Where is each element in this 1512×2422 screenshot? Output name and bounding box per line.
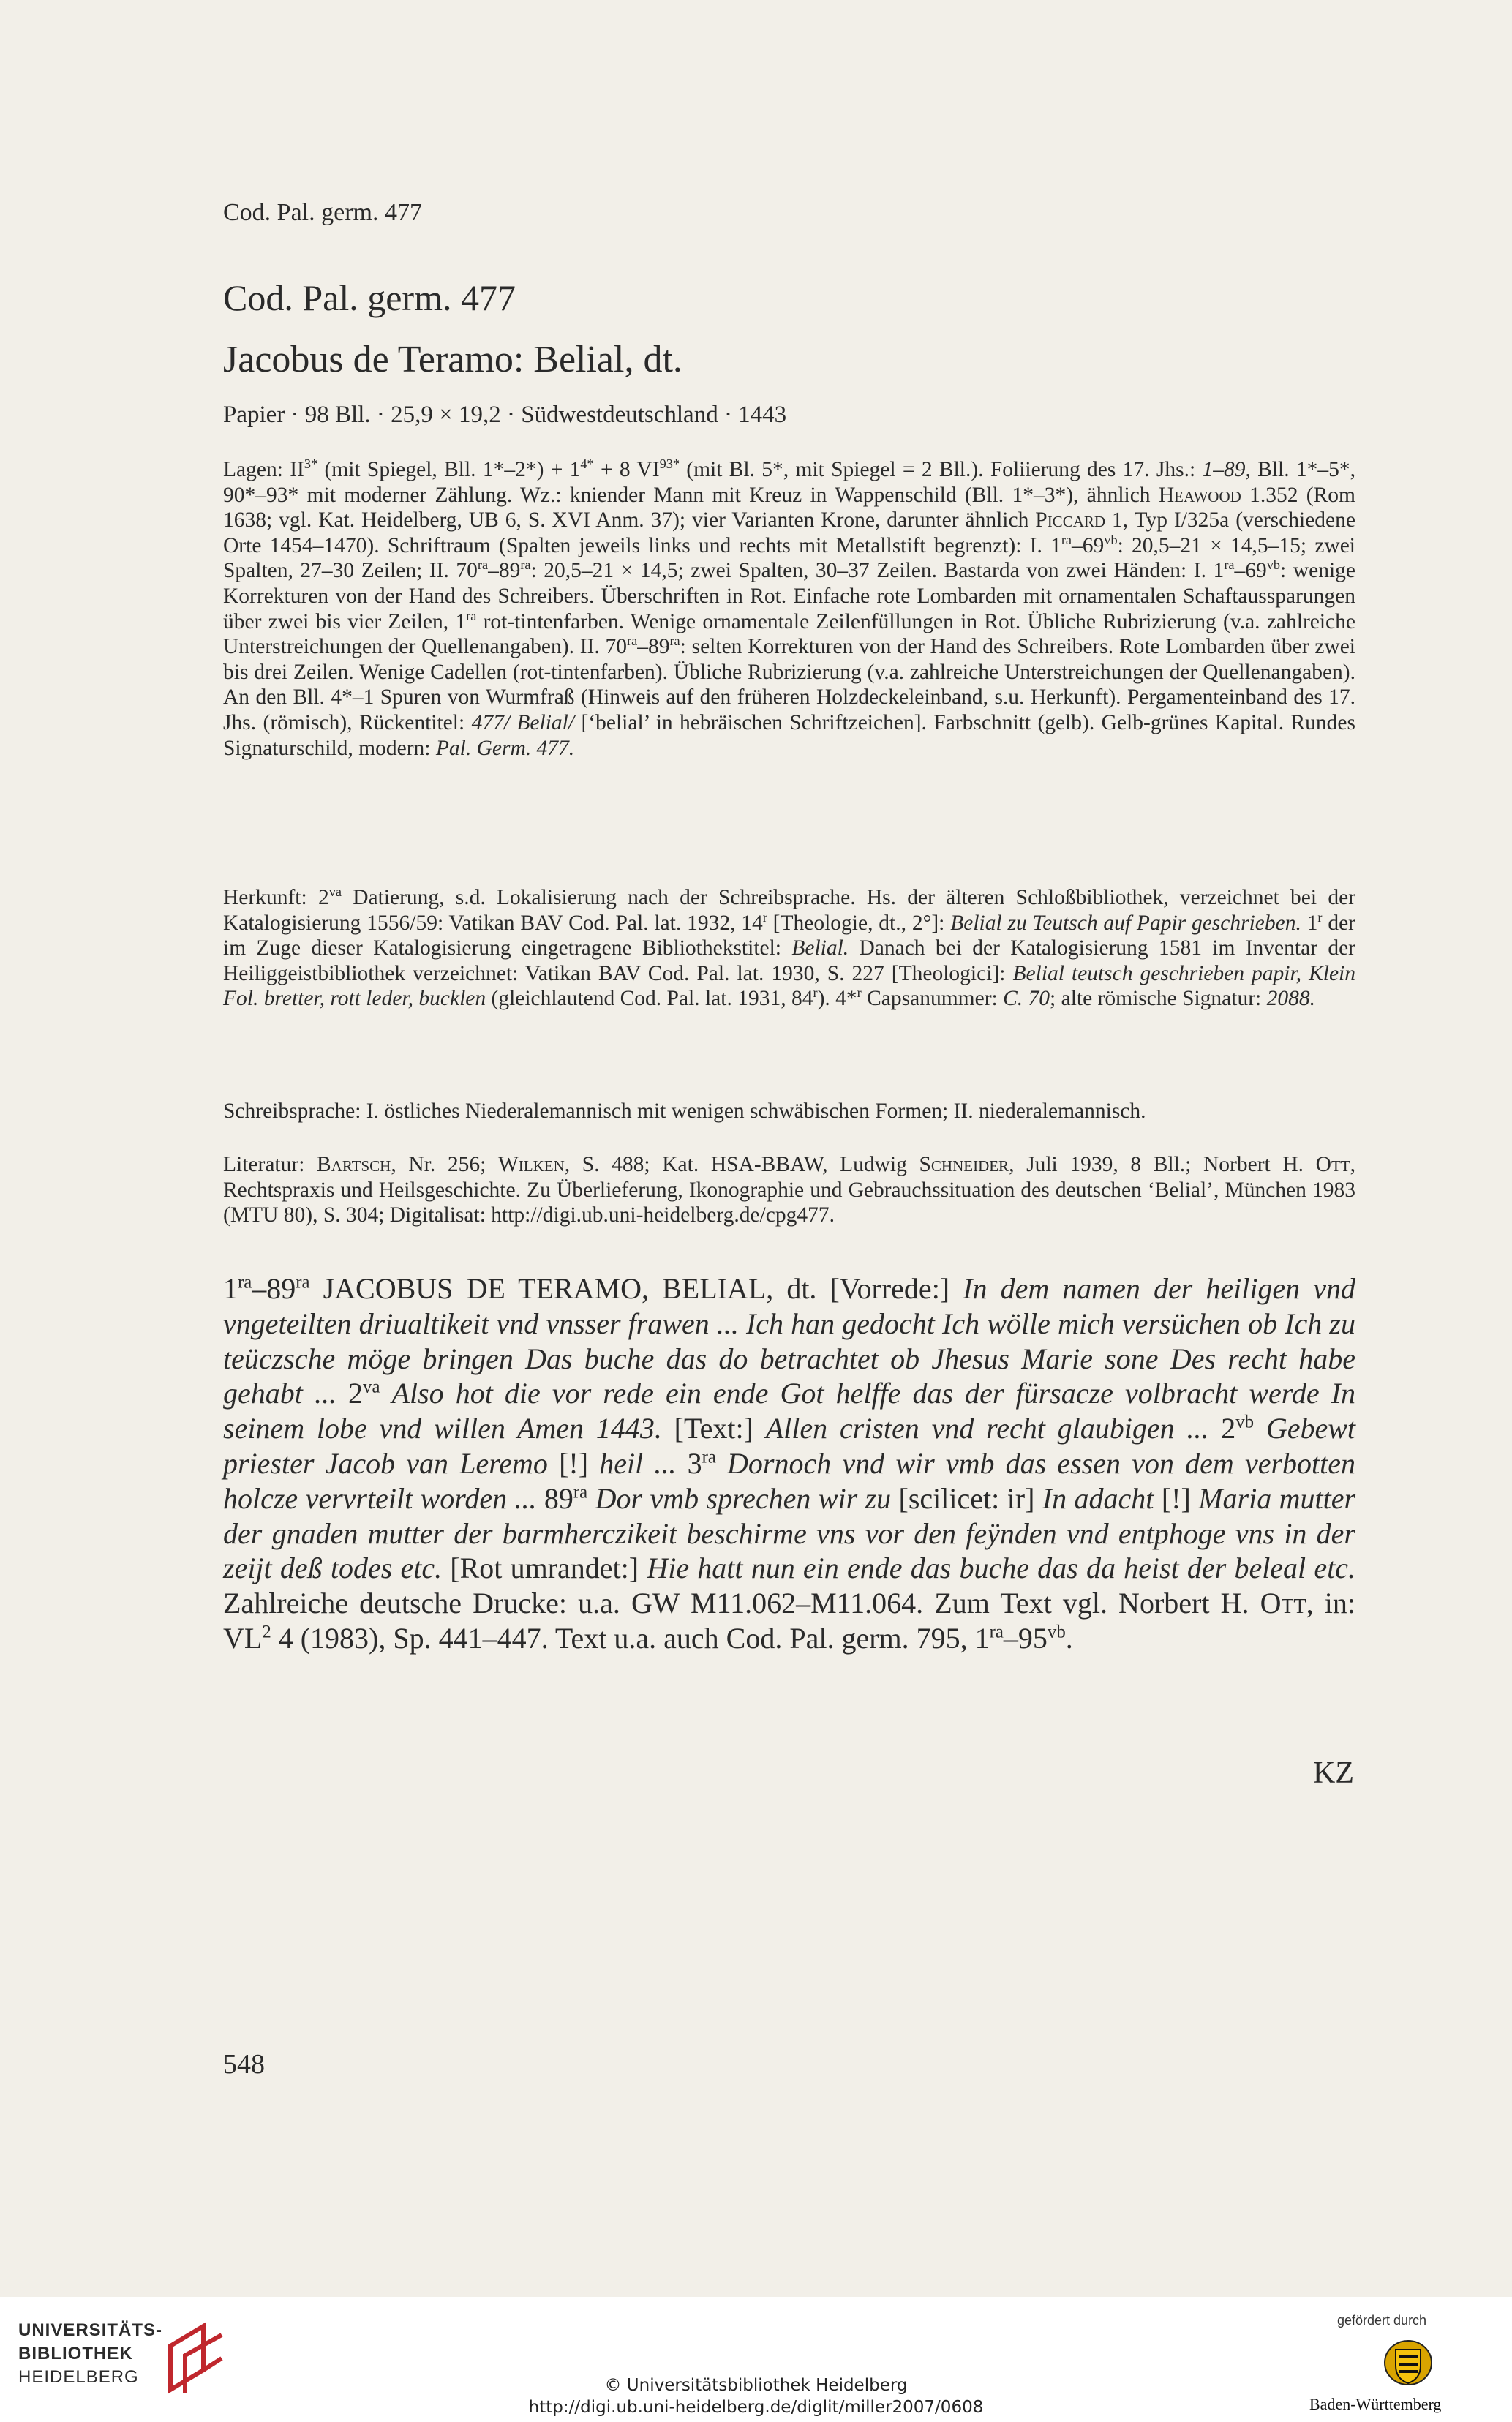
physical-description: Papier · 98 Bll. · 25,9 × 19,2 · Südwestdeutschland · 1443 [223,402,787,428]
baden-wuerttemberg-crest-icon [1383,2336,1434,2389]
viewer-footer [0,2297,1512,2422]
shelfmark-heading: Cod. Pal. germ. 477 [223,277,516,318]
sponsor-name: Baden-Württemberg [1309,2395,1442,2413]
copyright-notice: © Universitätsbibliothek Heidelberg [604,2376,908,2395]
author-initials: KZ [1313,1756,1354,1790]
page-number: 548 [223,2049,265,2080]
library-name-line3: HEIDELBERG [18,2367,139,2387]
sponsor-block[interactable] [1309,2313,1500,2415]
herkunft-paragraph: Herkunft: $2^{va}$ Datierung, s.d. Lokalisierung nach der Schreibsprache. Hs. der älteren Schloßbibliothek, verzeichnet bei der Katalogisierung 1556/59: Vatikan BAV Cod. Pal. lat. 1932, 14$^r$ [Theologie, dt., 2°]: Belial zu Teutsch auf Papir geschrieben. 1$^r$ der im Zuge dieser Katalogisierung eingetragene Bibliothekstitel: Belial. Danach bei der Katalogisierung 1581 im Inventar der Heiliggeistbibliothek verzeichnet: Vatikan BAV Cod. Pal. lat. 1930, S. 227 [Theologici]: Belial teutsch geschrieben papir, Klein Fol. bretter, rott leder, bucklen (gleichlautend Cod. Pal. lat. 1931, 84$^r$). 4*$^r$ Capsanummer: C. 70; alte römische Signatur: 2088. [223,884,1356,1011]
running-header: Cod. Pal. germ. 477 [223,199,422,226]
literatur-paragraph: Literatur: Bartsch, Nr. 256; Wilken, S. 488; Kat. HSA-BBAW, Ludwig Schneider, Juli 1939, 8 Bll.; Norbert H. Ott, Rechtspraxis und Heilsgeschichte. Zu Überlieferung, Ikonographie und Gebrauchssituation des deutschen ‘Belial’, München 1983 (MTU 80), S. 304; Digitalisat: http://digi.ub.uni-heidelberg.de/cpg477. [223,1153,1356,1227]
sponsor-label: gefördert durch [1337,2313,1427,2328]
library-name-line2: BIBLIOTHEK [18,2344,133,2363]
library-name-line1: UNIVERSITÄTS- [18,2320,163,2340]
main-entry-text: $1^{ra}-89^{ra}$ JACOBUS DE TERAMO, BELIAL, dt. [Vorrede:] In dem namen der heiligen vnd vngeteilten driualtikeit vnd vnsser frawen ... Ich han gedocht Ich wölle mich versüchen ob Ich zu teüczsche möge bringen Das buche das do betrachtet ob Jhesus Marie sone Des recht habe gehabt ... $2^{va}$ Also hot die vor rede ein ende Got helffe das der fürsacze volbracht werde In seinem lobe vnd willen Amen 1443. [Text:] Allen cristen vnd recht glaubigen ... $2^{vb}$ Gebewt priester Jacob van Leremo [!] heil ... $3^{ra}$ Dornoch vnd wir vmb das essen von dem verbotten holcze vervrteilt worden ... $89^{ra}$ Dor vmb sprechen wir zu [scilicet: ir] In adacht [!] Maria mutter der gnaden mutter der barmherczikeit beschirme vns vor den feÿnden vnd entphoge vns in der zeijt deß todes etc. [Rot umrandet:] Hie hatt nun ein ende das buche das da heist der beleal etc. Zahlreiche deutsche Drucke: u.a. GW M11.062–M11.064. Zum Text vgl. Norbert H. Ott, in: $VL^2$ 4 (1983), Sp. 441–447. Text u.a. auch Cod. Pal. germ. 795, $1^{ra}-95^{vb}$. [223,1272,1356,1655]
permalink-url[interactable]: http://digi.ub.uni-heidelberg.de/diglit/miller2007/0608 [528,2398,984,2417]
lagen-paragraph: Lagen: $II^{3*}$ (mit Spiegel, Bll. $1*-2*) + 1^{4*} + 8$ $VI^{93*}$ (mit Bl. 5*, mit Spiegel = 2 Bll.). Foliierung des 17. Jhs.: 1–89, Bll. 1*–5*, 90*–93* mit moderner Zählung. Wz.: kniender Mann mit Kreuz in Wappenschild (Bll. 1*–3*), ähnlich Heawood 1.352 (Rom 1638; vgl. Kat. Heidelberg, UB 6, S. XVI Anm. 37); vier Varianten Krone, darunter ähnlich Piccard 1, Typ I/325a (verschiedene Orte 1454–1470). Schriftraum (Spalten jeweils links und rechts mit Metallstift begrenzt): I. $1^{ra}-69^{vb}$: 20,5–21 × 14,5–15; zwei Spalten, 27–30 Zeilen; II. $70^{ra}-89^{ra}$: 20,5–21 × 14,5; zwei Spalten, 30–37 Zeilen. Bastarda von zwei Händen: I. $1^{ra}-69^{vb}$: wenige Korrekturen von der Hand des Schreibers. Überschriften in Rot. Einfache rote Lombarden mit ornamentalen Schaftaussparungen über zwei bis vier Zeilen, $1^{ra}$ rot-tintenfarben. Wenige ornamentale Zeilenfüllungen in Rot. Übliche Rubrizierung (v.a. zahlreiche Unterstreichungen der Quellenangaben). II. $70^{ra}-89^{ra}$: selten Korrekturen von der Hand des Schreibers. Rote Lombarden über zwei bis drei Zeilen. Wenige Cadellen (rot-tintenfarben). Übliche Rubrizierung (v.a. zahlreiche Unterstreichungen der Quellenangaben). An den Bll. 4*–1 Spuren von Wurmfraß (Hinweis auf den früheren Holzdeckeleinband, s.u. Herkunft). Pergamenteinband des 17. Jhs. (römisch), Rückentitel: 477/ Belial/ [‘belial’ in hebräischen Schriftzeichen]. Farbschnitt (gelb). Gelb-grünes Kapital. Rundes Signaturschild, modern: Pal. Germ. 477. [223,456,1356,760]
schreibsprache-paragraph: Schreibsprache: I. östliches Niederalemannisch mit wenigen schwäbischen Formen; II. niederalemannisch. [223,1099,1146,1123]
document-title: Jacobus de Teramo: Belial, dt. [223,339,682,380]
